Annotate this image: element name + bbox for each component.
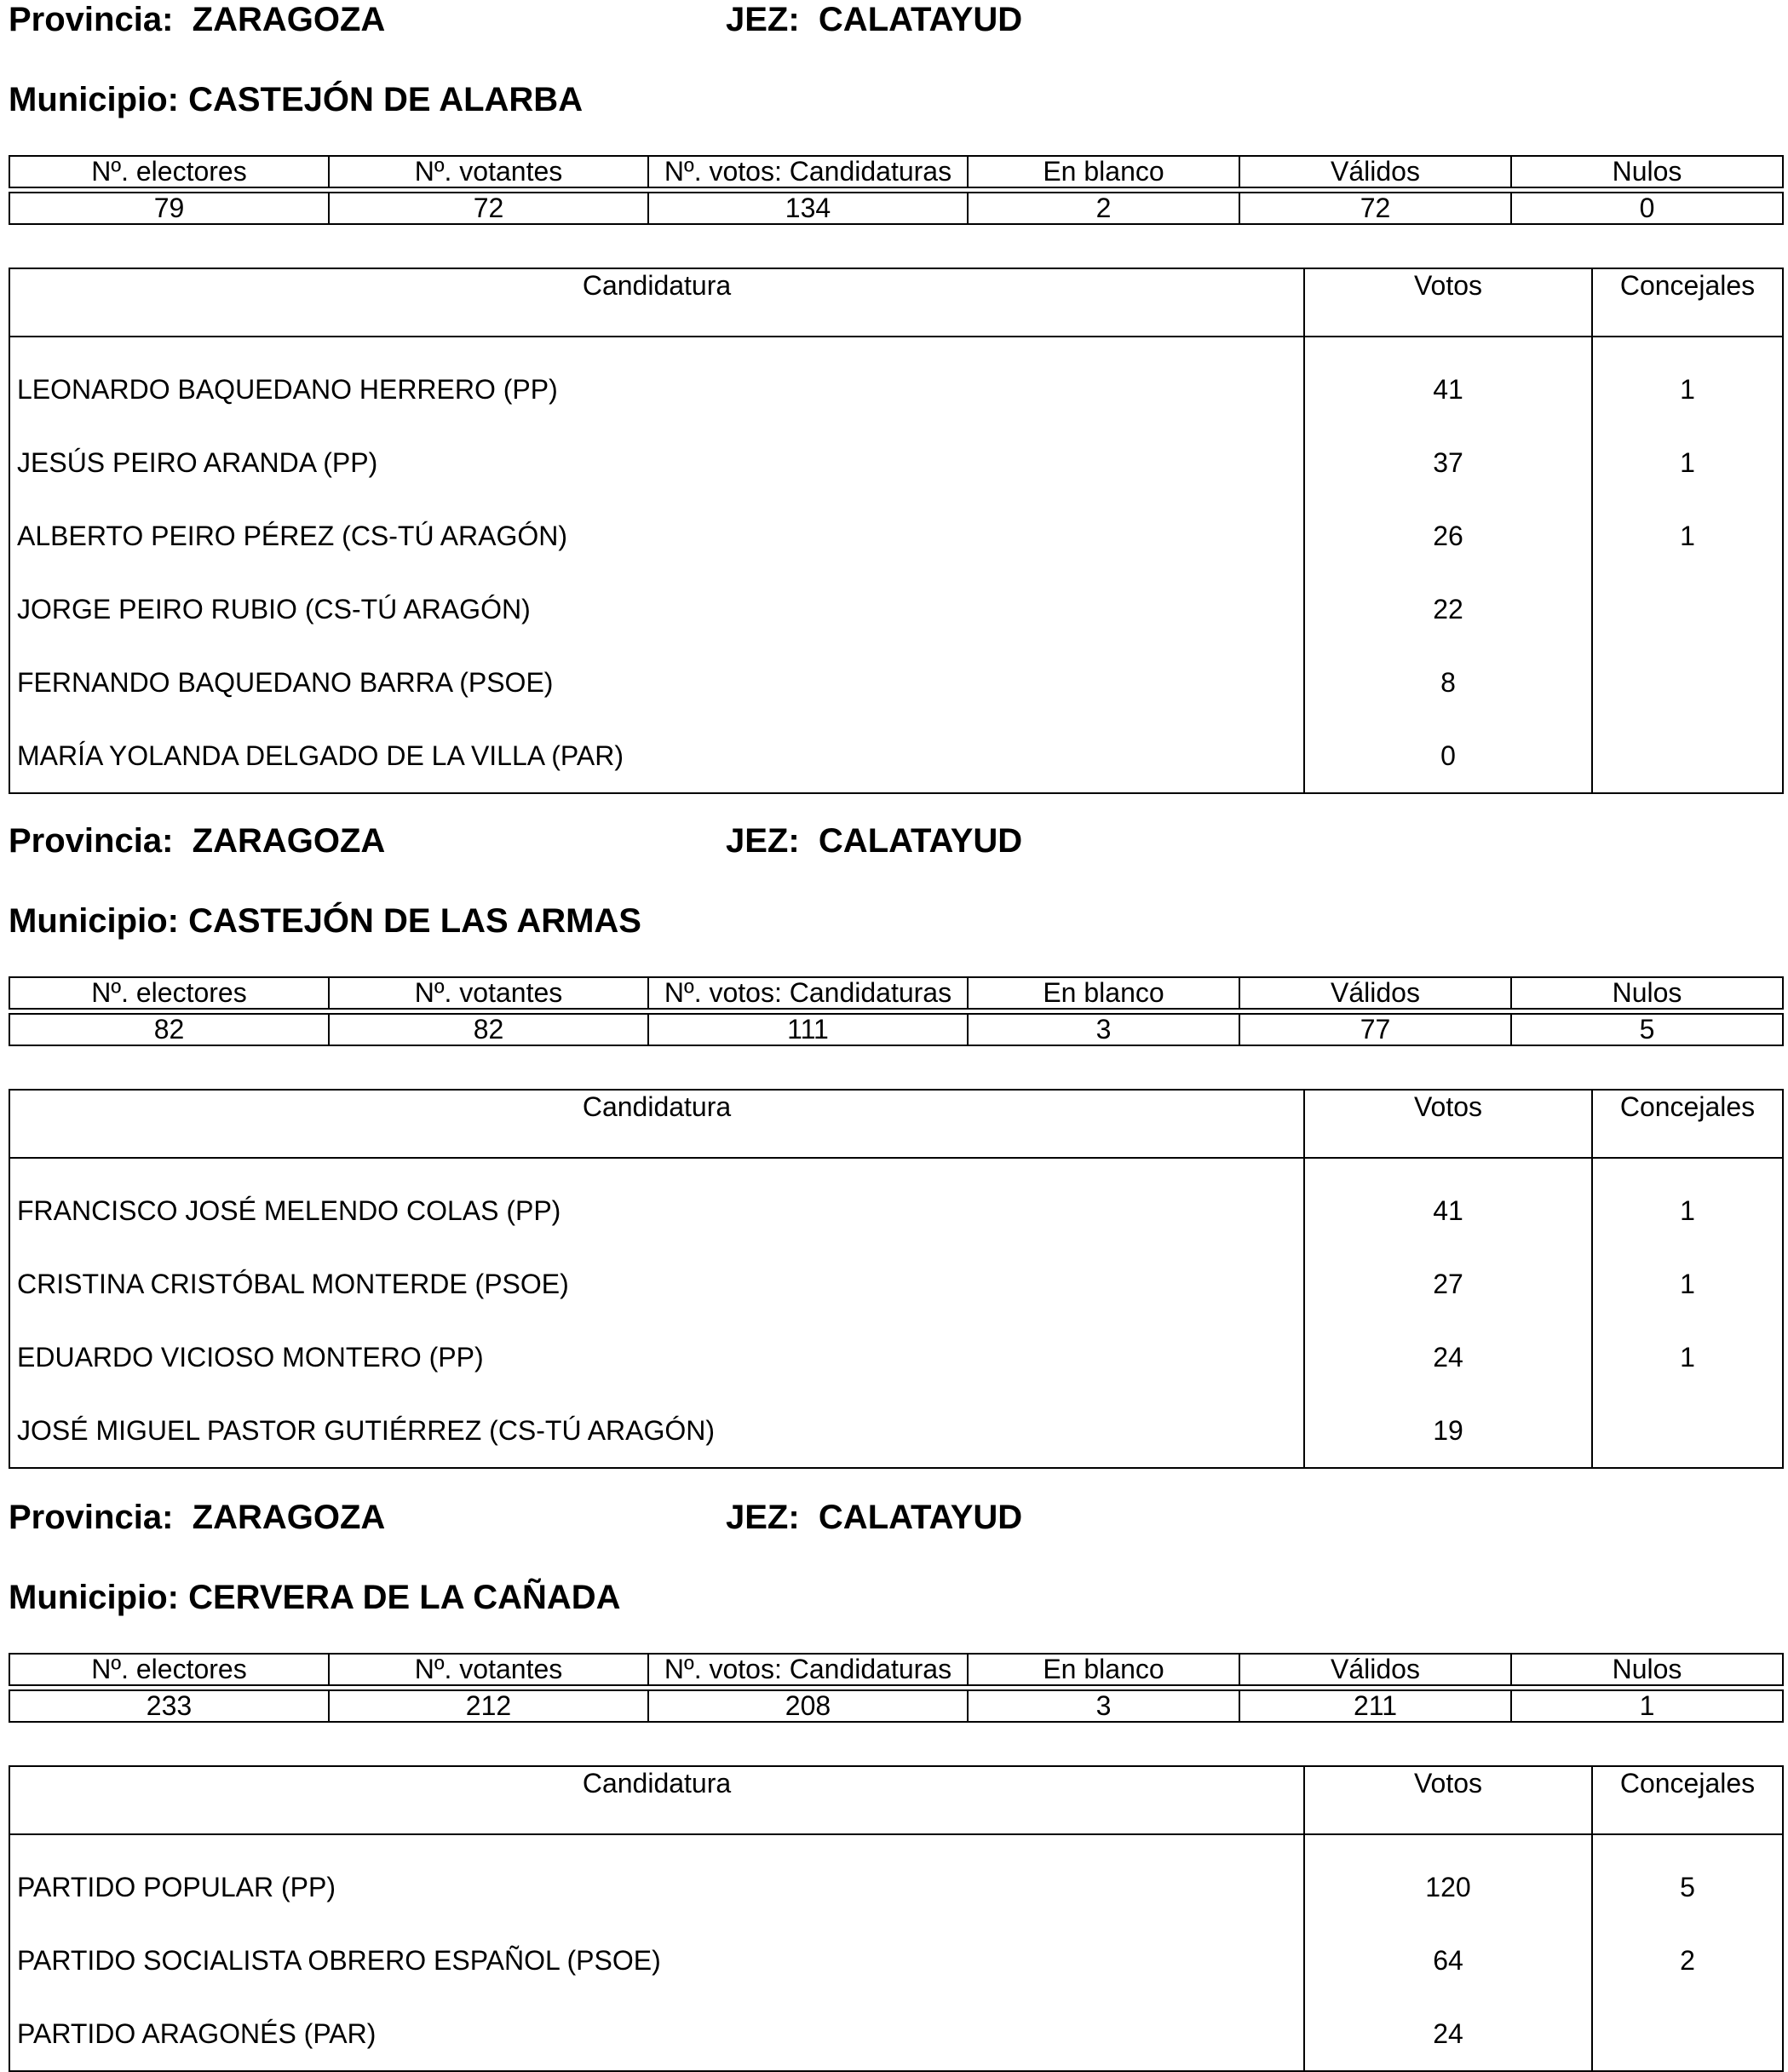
jez-value: CALATAYUD [818, 822, 1023, 860]
stats-value-electores: 233 [9, 1690, 329, 1722]
provincia-header [9, 821, 385, 860]
stats-table [9, 976, 1784, 1046]
municipio-value: CASTEJÓN DE LAS ARMAS [188, 902, 641, 940]
table-row [9, 1394, 1783, 1468]
stats-header-votos-candidaturas: Nº. votos: Candidaturas [648, 1654, 968, 1685]
candidate-concejales: 1 [1592, 1174, 1783, 1247]
candidate-concejales: 1 [1592, 353, 1783, 426]
stats-header-row [9, 156, 1783, 187]
table-row [9, 646, 1783, 719]
stats-table [9, 155, 1784, 225]
provincia-value: ZARAGOZA [192, 1, 386, 38]
stats-value-row [9, 1690, 1783, 1722]
jez-value: CALATAYUD [818, 1, 1023, 38]
candidates-header-row [9, 268, 1783, 337]
header-candidatura: Candidatura [9, 1090, 1304, 1158]
candidate-votos: 19 [1304, 1394, 1592, 1468]
candidate-concejales [1592, 1394, 1783, 1468]
header-concejales: Concejales [1592, 1090, 1783, 1158]
candidate-name: JOSÉ MIGUEL PASTOR GUTIÉRREZ (CS-TÚ ARAGÓN) [9, 1394, 1304, 1468]
header-votos: Votos [1304, 1766, 1592, 1834]
candidate-concejales [1592, 573, 1783, 646]
municipio-label: Municipio: [9, 1579, 179, 1616]
provincia-label: Provincia: [9, 1, 174, 38]
candidates-header-row [9, 1090, 1783, 1158]
stats-value-validos: 72 [1239, 193, 1511, 224]
table-row [9, 353, 1783, 426]
municipio-header [9, 1578, 621, 1617]
table-row [9, 1321, 1783, 1394]
candidate-votos: 41 [1304, 353, 1592, 426]
stats-value-row [9, 1014, 1783, 1045]
header-concejales: Concejales [1592, 1766, 1783, 1834]
stats-value-votos-candidaturas: 208 [648, 1690, 968, 1722]
provincia-value: ZARAGOZA [192, 822, 386, 860]
candidate-concejales: 1 [1592, 1321, 1783, 1394]
table-row [9, 1924, 1783, 1997]
candidate-name: PARTIDO ARAGONÉS (PAR) [9, 1997, 1304, 2071]
stats-value-nulos: 1 [1511, 1690, 1783, 1722]
jez-header [726, 821, 1022, 860]
header-candidatura: Candidatura [9, 1766, 1304, 1834]
candidate-votos: 37 [1304, 426, 1592, 499]
candidates-table [9, 1765, 1784, 2072]
municipio-header [9, 901, 641, 941]
table-row [9, 1174, 1783, 1247]
provincia-header [9, 0, 385, 39]
stats-header-electores: Nº. electores [9, 977, 329, 1009]
candidate-votos: 26 [1304, 499, 1592, 573]
stats-header-validos: Válidos [1239, 1654, 1511, 1685]
candidate-name: ALBERTO PEIRO PÉREZ (CS-TÚ ARAGÓN) [9, 499, 1304, 573]
candidate-votos: 24 [1304, 1321, 1592, 1394]
stats-header-votantes: Nº. votantes [329, 977, 648, 1009]
candidate-concejales: 1 [1592, 1247, 1783, 1321]
stats-value-votantes: 82 [329, 1014, 648, 1045]
candidate-name: FRANCISCO JOSÉ MELENDO COLAS (PP) [9, 1174, 1304, 1247]
candidate-votos: 27 [1304, 1247, 1592, 1321]
table-row [9, 1997, 1783, 2071]
candidate-name: JESÚS PEIRO ARANDA (PP) [9, 426, 1304, 499]
candidates-header-row [9, 1766, 1783, 1834]
candidate-votos: 0 [1304, 719, 1592, 793]
stats-value-nulos: 5 [1511, 1014, 1783, 1045]
stats-value-validos: 77 [1239, 1014, 1511, 1045]
municipio-label: Municipio: [9, 902, 179, 940]
jez-label: JEZ: [726, 1, 800, 38]
stats-value-en-blanco: 3 [968, 1690, 1239, 1722]
candidate-concejales: 1 [1592, 499, 1783, 573]
candidates-table [9, 1089, 1784, 1469]
candidate-concejales: 1 [1592, 426, 1783, 499]
stats-value-votos-candidaturas: 111 [648, 1014, 968, 1045]
stats-value-votantes: 72 [329, 193, 648, 224]
stats-value-en-blanco: 3 [968, 1014, 1239, 1045]
jez-label: JEZ: [726, 1499, 800, 1536]
header-votos: Votos [1304, 1090, 1592, 1158]
municipio-value: CASTEJÓN DE ALARBA [188, 81, 584, 118]
stats-header-electores: Nº. electores [9, 1654, 329, 1685]
stats-value-en-blanco: 2 [968, 193, 1239, 224]
candidate-name: PARTIDO SOCIALISTA OBRERO ESPAÑOL (PSOE) [9, 1924, 1304, 1997]
municipio-label: Municipio: [9, 81, 179, 118]
municipio-header [9, 80, 583, 119]
stats-value-electores: 82 [9, 1014, 329, 1045]
jez-header [726, 1498, 1022, 1537]
stats-header-votantes: Nº. votantes [329, 1654, 648, 1685]
stats-header-validos: Válidos [1239, 977, 1511, 1009]
candidate-name: CRISTINA CRISTÓBAL MONTERDE (PSOE) [9, 1247, 1304, 1321]
candidate-concejales: 2 [1592, 1924, 1783, 1997]
jez-header [726, 0, 1022, 39]
table-row [9, 1850, 1783, 1924]
stats-value-validos: 211 [1239, 1690, 1511, 1722]
candidate-votos: 8 [1304, 646, 1592, 719]
header-votos: Votos [1304, 268, 1592, 337]
candidate-name: MARÍA YOLANDA DELGADO DE LA VILLA (PAR) [9, 719, 1304, 793]
stats-value-votos-candidaturas: 134 [648, 193, 968, 224]
stats-header-row [9, 977, 1783, 1009]
candidate-concejales [1592, 1997, 1783, 2071]
candidate-concejales [1592, 646, 1783, 719]
candidate-concejales [1592, 719, 1783, 793]
provincia-label: Provincia: [9, 822, 174, 860]
stats-header-nulos: Nulos [1511, 977, 1783, 1009]
candidates-table [9, 268, 1784, 794]
table-row [9, 1247, 1783, 1321]
stats-header-validos: Válidos [1239, 156, 1511, 187]
stats-header-row [9, 1654, 1783, 1685]
provincia-label: Provincia: [9, 1499, 174, 1536]
candidate-name: FERNANDO BAQUEDANO BARRA (PSOE) [9, 646, 1304, 719]
candidate-concejales: 5 [1592, 1850, 1783, 1924]
candidate-name: LEONARDO BAQUEDANO HERRERO (PP) [9, 353, 1304, 426]
jez-label: JEZ: [726, 822, 800, 860]
candidate-votos: 120 [1304, 1850, 1592, 1924]
candidate-name: JORGE PEIRO RUBIO (CS-TÚ ARAGÓN) [9, 573, 1304, 646]
header-candidatura: Candidatura [9, 268, 1304, 337]
stats-header-en-blanco: En blanco [968, 1654, 1239, 1685]
stats-value-nulos: 0 [1511, 193, 1783, 224]
municipio-value: CERVERA DE LA CAÑADA [188, 1579, 621, 1616]
stats-header-votos-candidaturas: Nº. votos: Candidaturas [648, 977, 968, 1009]
stats-header-nulos: Nulos [1511, 1654, 1783, 1685]
table-row [9, 573, 1783, 646]
stats-header-en-blanco: En blanco [968, 977, 1239, 1009]
stats-header-nulos: Nulos [1511, 156, 1783, 187]
table-row [9, 426, 1783, 499]
stats-header-electores: Nº. electores [9, 156, 329, 187]
candidate-votos: 22 [1304, 573, 1592, 646]
candidate-name: EDUARDO VICIOSO MONTERO (PP) [9, 1321, 1304, 1394]
stats-table [9, 1653, 1784, 1723]
stats-value-electores: 79 [9, 193, 329, 224]
stats-header-votos-candidaturas: Nº. votos: Candidaturas [648, 156, 968, 187]
candidate-name: PARTIDO POPULAR (PP) [9, 1850, 1304, 1924]
table-row [9, 499, 1783, 573]
table-row [9, 719, 1783, 793]
candidate-votos: 64 [1304, 1924, 1592, 1997]
header-concejales: Concejales [1592, 268, 1783, 337]
candidate-votos: 41 [1304, 1174, 1592, 1247]
stats-header-votantes: Nº. votantes [329, 156, 648, 187]
stats-header-en-blanco: En blanco [968, 156, 1239, 187]
jez-value: CALATAYUD [818, 1499, 1023, 1536]
provincia-header [9, 1498, 385, 1537]
provincia-value: ZARAGOZA [192, 1499, 386, 1536]
stats-value-row [9, 193, 1783, 224]
candidate-votos: 24 [1304, 1997, 1592, 2071]
stats-value-votantes: 212 [329, 1690, 648, 1722]
